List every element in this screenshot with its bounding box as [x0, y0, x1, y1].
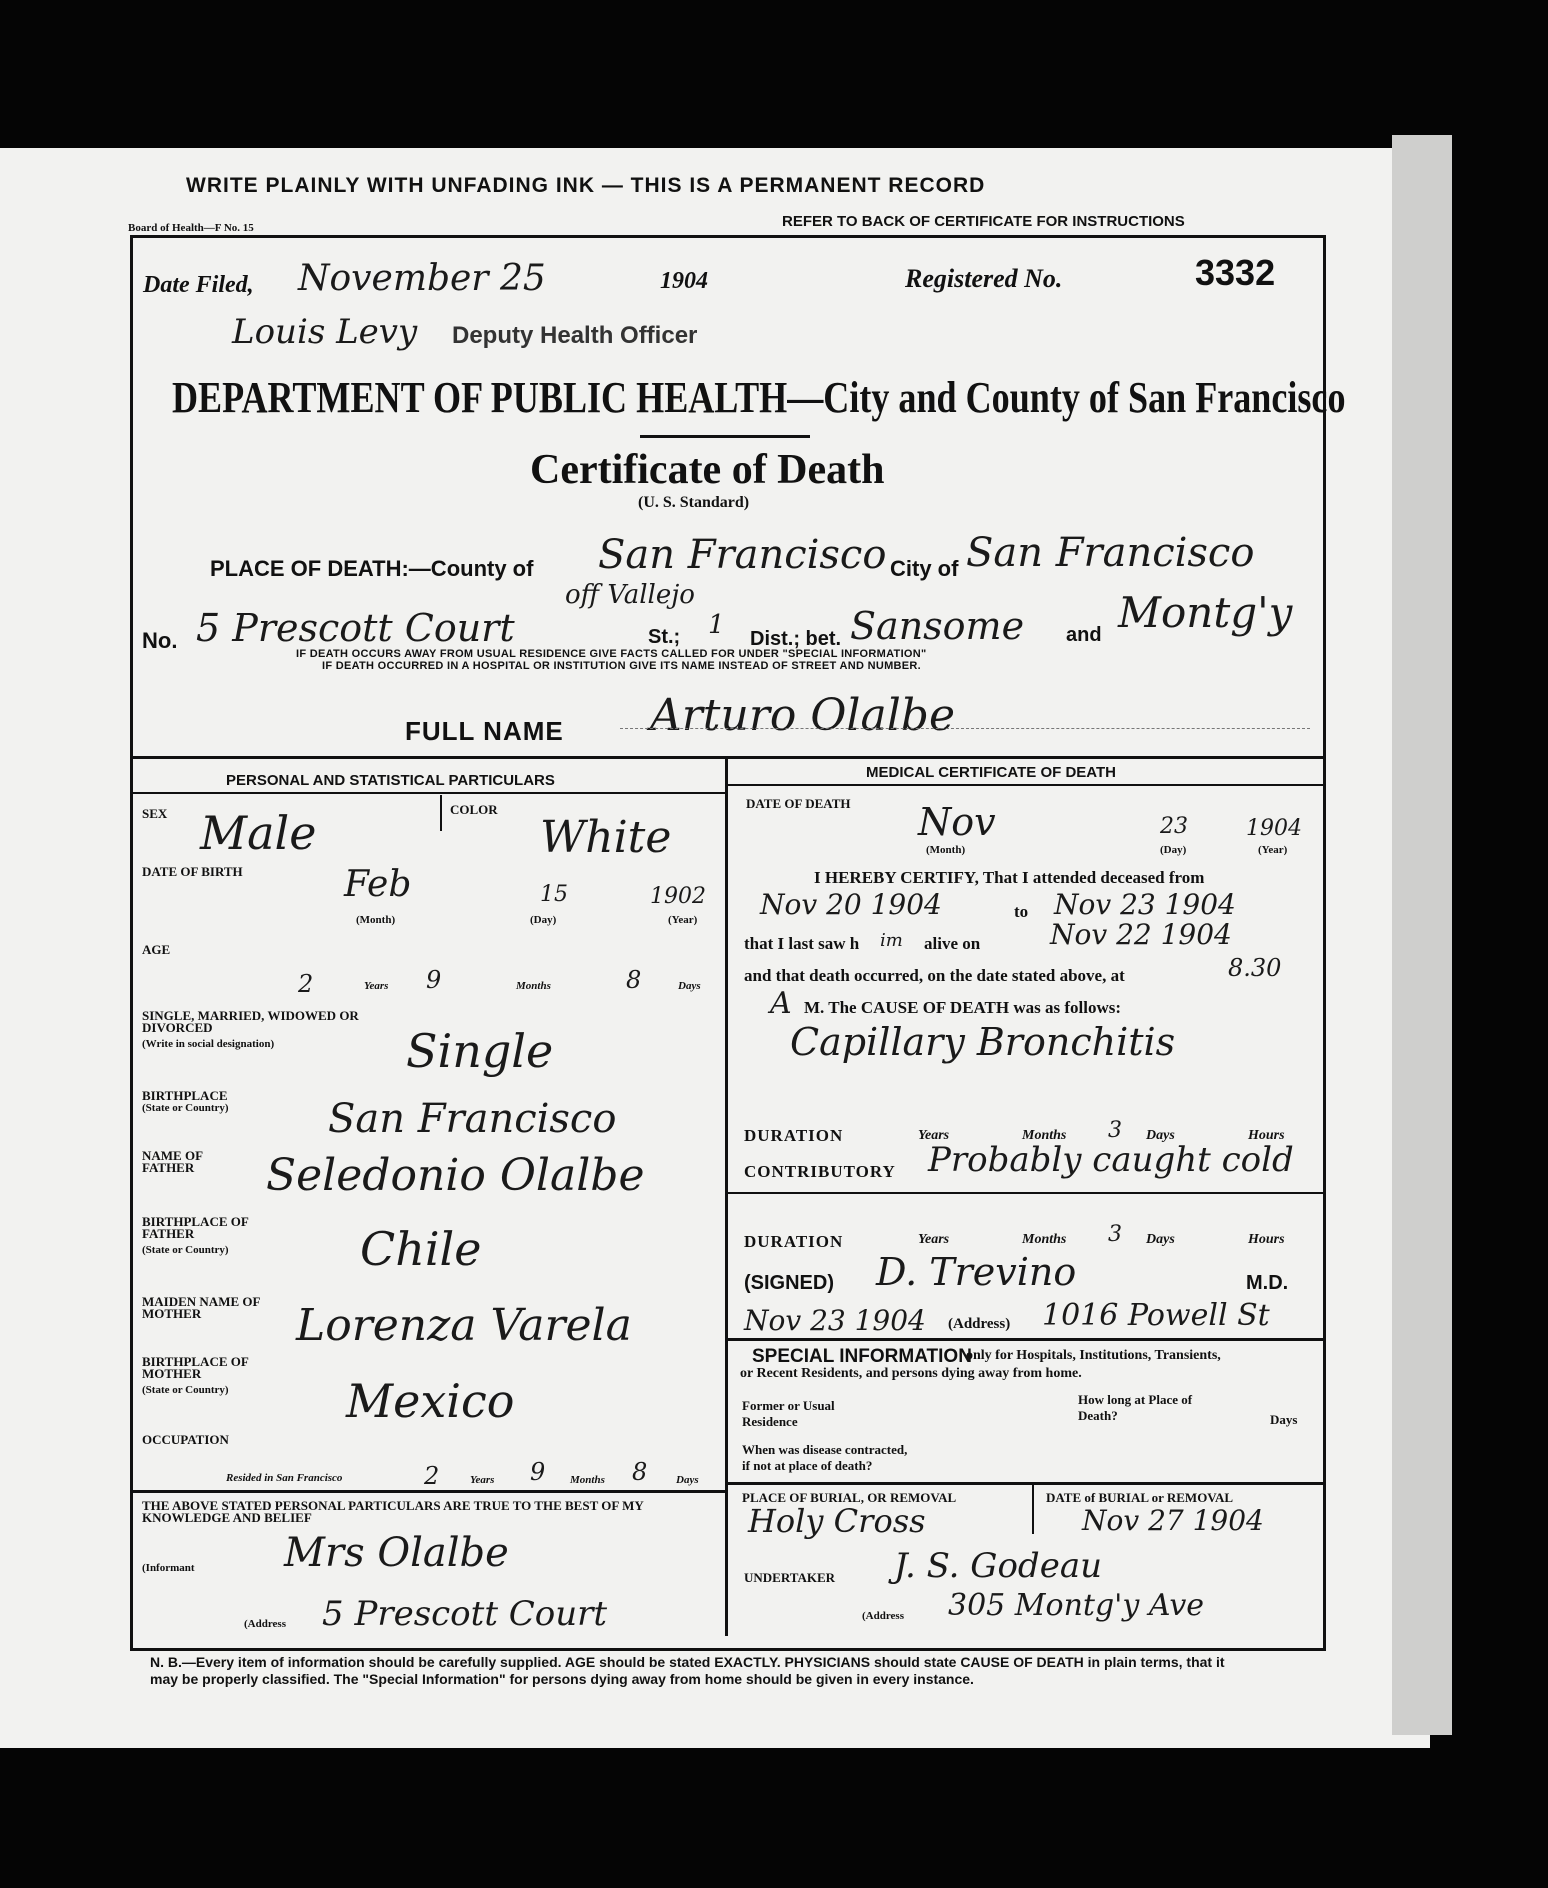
- occupation-label: OCCUPATION: [142, 1432, 229, 1447]
- dob-month-caption: (Month): [356, 914, 396, 926]
- attended-to: Nov 23 1904: [1054, 888, 1236, 921]
- dod-day: 23: [1160, 814, 1188, 839]
- burial-rule: [728, 1482, 1323, 1485]
- mother-birthplace-caption: (State or Country): [142, 1384, 229, 1396]
- duration-label-1: DURATION: [744, 1126, 844, 1145]
- officer-signature: Louis Levy: [232, 312, 418, 352]
- cause-intro: M. The CAUSE OF DEATH was as follows:: [804, 998, 1122, 1017]
- full-name-line: [620, 728, 1310, 729]
- certificate-title: Certificate of Death: [530, 447, 885, 493]
- sex-color-divider: [440, 795, 442, 831]
- dob-month: Feb: [344, 864, 412, 905]
- marital-label: SINGLE, MARRIED, WIDOWED OR DIVORCED: [142, 1008, 359, 1035]
- occurred-text: and that death occurred, on the date stated above, at: [744, 966, 1125, 985]
- dob-year: 1902: [650, 884, 706, 909]
- age-years-caption: Years: [364, 980, 389, 992]
- city-value: San Francisco: [966, 530, 1255, 576]
- attended-to-label: to: [1014, 902, 1029, 921]
- district-number: 1: [708, 610, 725, 640]
- mother-value: Lorenza Varela: [296, 1300, 632, 1351]
- how-long-label: How long at Place of Death?: [1078, 1392, 1193, 1423]
- street-note: off Vallejo: [565, 580, 695, 610]
- duration-2-hours: Hours: [1248, 1232, 1285, 1247]
- duration-2-months-value: 3: [1108, 1222, 1122, 1247]
- dod-year: 1904: [1246, 816, 1302, 841]
- contributory-label: CONTRIBUTORY: [744, 1162, 896, 1181]
- resided-months-caption: Months: [570, 1474, 605, 1486]
- contributory-value: Probably caught cold: [928, 1140, 1294, 1180]
- informant-address-label: (Address: [244, 1618, 286, 1630]
- former-residence-label: Former or Usual Residence: [742, 1398, 835, 1429]
- birthplace-value: San Francisco: [328, 1096, 617, 1142]
- burial-place: Holy Cross: [748, 1502, 926, 1540]
- age-label: AGE: [142, 942, 171, 957]
- sex-value: Male: [200, 806, 317, 860]
- marital-note: (Write in social designation): [142, 1038, 275, 1050]
- between-street-2: Montg'y: [1118, 588, 1293, 637]
- personal-header-rule: [130, 792, 725, 794]
- duration-1-years: Years: [918, 1128, 950, 1143]
- registered-number: 3332: [1195, 252, 1276, 293]
- undertaker-name: J. S. Godeau: [894, 1546, 1102, 1586]
- dob-day-caption: (Day): [530, 914, 557, 926]
- dod-month-caption: (Month): [926, 844, 966, 856]
- age-days-caption: Days: [678, 980, 701, 992]
- duration-2-years: Years: [918, 1232, 950, 1247]
- date-filed-year: 1904: [660, 268, 708, 294]
- contributory-rule: [728, 1192, 1323, 1194]
- special-title: SPECIAL INFORMATION: [752, 1346, 972, 1367]
- nb-footnote: N. B.—Every item of information should be carefully supplied. AGE should be stated EXACTLY. PHYSICIANS should state CAUSE OF DEATH in plain terms, that it may be properly classified. The "Special Information" for persons dying away from home should be given in every instance.: [150, 1654, 1225, 1687]
- personal-header: PERSONAL AND STATISTICAL PARTICULARS: [226, 772, 555, 789]
- duration-label-2: DURATION: [744, 1232, 844, 1251]
- resided-label: Resided in San Francisco: [226, 1472, 343, 1484]
- undertaker-address-label: (Address: [862, 1610, 904, 1622]
- signed-date: Nov 23 1904: [744, 1304, 926, 1337]
- cause-of-death: Capillary Bronchitis: [790, 1020, 1176, 1064]
- street-label: St.;: [648, 626, 681, 648]
- form-number: Board of Health—F No. 15: [128, 222, 254, 234]
- street-no-label: No.: [142, 628, 178, 653]
- duration-1-months-value: 3: [1108, 1118, 1122, 1143]
- signed-label: (SIGNED): [744, 1272, 834, 1294]
- age-months-caption: Months: [516, 980, 551, 992]
- dod-day-caption: (Day): [1160, 844, 1187, 856]
- attended-from: Nov 20 1904: [760, 888, 942, 921]
- birthplace-caption: (State or Country): [142, 1102, 229, 1114]
- duration-1-hours: Hours: [1248, 1128, 1285, 1143]
- dod-label: DATE OF DEATH: [746, 796, 851, 811]
- note-hospital: IF DEATH OCCURRED IN A HOSPITAL OR INSTITUTION GIVE ITS NAME INSTEAD OF STREET AND NUMBER.: [322, 660, 922, 672]
- paper-edge: [1392, 135, 1452, 1735]
- informant-label: (Informant: [142, 1562, 195, 1574]
- mother-birthplace-label: BIRTHPLACE OF MOTHER: [142, 1354, 249, 1381]
- refer-instructions: REFER TO BACK OF CERTIFICATE FOR INSTRUCTIONS: [782, 213, 1185, 230]
- full-name-label: FULL NAME: [405, 716, 564, 746]
- last-saw-date: Nov 22 1904: [1050, 918, 1232, 951]
- title-rule: [640, 435, 810, 438]
- color-value: White: [540, 812, 672, 863]
- department-title: DEPARTMENT OF PUBLIC HEALTH—City and County of San Francisco: [172, 373, 1346, 422]
- registered-label: Registered No.: [905, 264, 1063, 293]
- resided-days: 8: [632, 1458, 648, 1486]
- special-line2: or Recent Residents, and persons dying away from home.: [740, 1366, 1082, 1381]
- father-label: NAME OF FATHER: [142, 1148, 203, 1175]
- physician-signature: D. Trevino: [876, 1250, 1077, 1294]
- am-value: A: [770, 986, 792, 1021]
- burial-place-label: PLACE OF BURIAL, OR REMOVAL: [742, 1490, 957, 1505]
- duration-2-months: Months: [1022, 1232, 1067, 1247]
- dob-year-caption: (Year): [668, 914, 698, 926]
- duration-2-days: Days: [1146, 1232, 1175, 1247]
- special-rule: [728, 1338, 1323, 1341]
- dod-year-caption: (Year): [1258, 844, 1288, 856]
- dob-label: DATE OF BIRTH: [142, 864, 243, 879]
- duration-1-days: Days: [1146, 1128, 1175, 1143]
- md-label: M.D.: [1246, 1272, 1289, 1294]
- birthplace-label: BIRTHPLACE: [142, 1088, 228, 1103]
- date-filed-label: Date Filed,: [143, 272, 254, 298]
- last-saw-fill: im: [880, 930, 903, 951]
- officer-title: Deputy Health Officer: [452, 322, 698, 349]
- certify-text: I HEREBY CERTIFY, That I attended deceased from: [814, 868, 1205, 887]
- father-value: Seledonio Olalbe: [266, 1150, 645, 1201]
- sex-label: SEX: [142, 806, 168, 821]
- resided-years-caption: Years: [470, 1474, 495, 1486]
- father-birthplace-value: Chile: [360, 1222, 482, 1276]
- undertaker-label: UNDERTAKER: [744, 1570, 836, 1585]
- age-months: 9: [426, 966, 442, 994]
- duration-1-months: Months: [1022, 1128, 1067, 1143]
- resided-years: 2: [424, 1462, 440, 1490]
- father-birthplace-label: BIRTHPLACE OF FATHER: [142, 1214, 249, 1241]
- top-banner: WRITE PLAINLY WITH UNFADING INK — THIS IS A PERMANENT RECORD: [186, 174, 986, 197]
- note-residence: IF DEATH OCCURS AWAY FROM USUAL RESIDENCE GIVE FACTS CALLED FOR UNDER "SPECIAL INFORMATION": [296, 648, 927, 660]
- informant-address: 5 Prescott Court: [322, 1594, 608, 1634]
- district-label: Dist.; bet.: [750, 628, 842, 650]
- disease-contracted-label: When was disease contracted, if not at place of death?: [742, 1442, 908, 1473]
- burial-date: Nov 27 1904: [1082, 1504, 1264, 1537]
- how-long-days: Days: [1270, 1412, 1298, 1427]
- informant-statement: THE ABOVE STATED PERSONAL PARTICULARS ARE TRUE TO THE BEST OF MY KNOWLEDGE AND BELIEF: [142, 1498, 644, 1525]
- alive-on-text: alive on: [924, 934, 981, 953]
- column-divider: [725, 756, 728, 1636]
- informant-name: Mrs Olalbe: [284, 1530, 509, 1576]
- date-filed-value: November 25: [298, 258, 546, 299]
- physician-address: 1016 Powell St: [1042, 1298, 1270, 1333]
- place-of-death-label: PLACE OF DEATH:—County of: [210, 556, 534, 581]
- dod-month: Nov: [918, 800, 996, 844]
- medical-header: MEDICAL CERTIFICATE OF DEATH: [866, 764, 1116, 781]
- full-name-value: Arturo Olalbe: [650, 690, 955, 741]
- medical-header-rule: [728, 784, 1323, 786]
- resided-days-caption: Days: [676, 1474, 699, 1486]
- undertaker-address: 305 Montg'y Ave: [948, 1588, 1205, 1623]
- burial-date-label: DATE of BURIAL or REMOVAL: [1046, 1490, 1234, 1505]
- mother-label: MAIDEN NAME OF MOTHER: [142, 1294, 260, 1321]
- time-of-death: 8.30: [1228, 954, 1282, 982]
- between-street-1: Sansome: [850, 604, 1025, 648]
- physician-address-label: (Address): [948, 1316, 1011, 1332]
- special-title-rest: only for Hospitals, Institutions, Transients,: [966, 1348, 1221, 1363]
- dob-day: 15: [540, 882, 568, 907]
- age-days: 8: [626, 966, 642, 994]
- city-label: City of: [890, 556, 959, 581]
- resided-months: 9: [530, 1458, 546, 1486]
- marital-value: Single: [406, 1024, 554, 1078]
- burial-divider: [1032, 1482, 1034, 1534]
- mother-birthplace-value: Mexico: [346, 1374, 515, 1428]
- us-standard: (U. S. Standard): [638, 494, 750, 511]
- color-label: COLOR: [450, 802, 498, 817]
- street-value: 5 Prescott Court: [196, 606, 515, 650]
- father-birthplace-caption: (State or Country): [142, 1244, 229, 1256]
- and-label: and: [1066, 624, 1102, 646]
- age-years: 2: [298, 970, 314, 998]
- last-saw-text: that I last saw h: [744, 934, 860, 953]
- informant-rule: [130, 1490, 725, 1493]
- county-value: San Francisco: [598, 532, 887, 578]
